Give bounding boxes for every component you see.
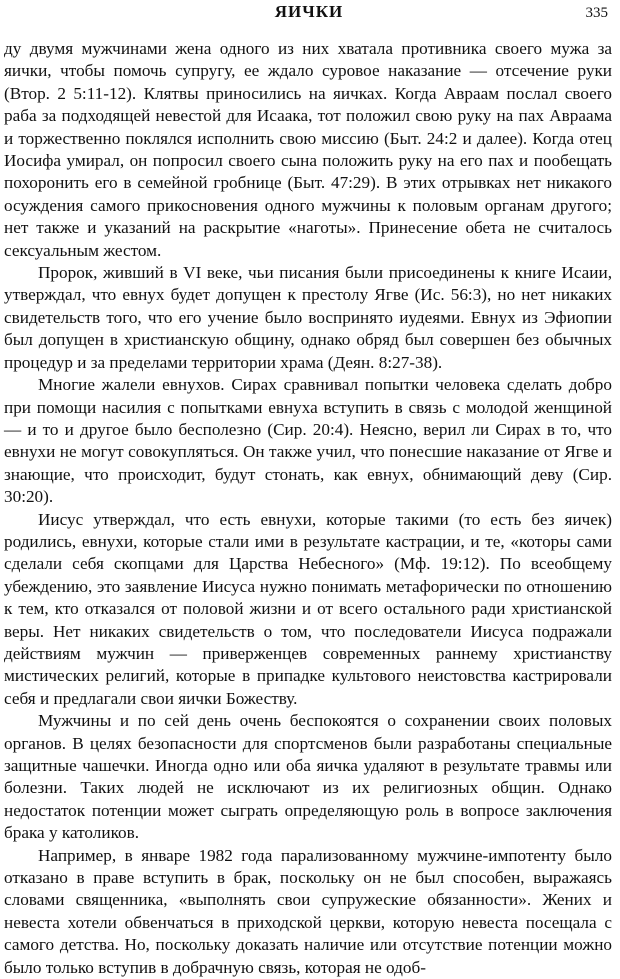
paragraph-5: Мужчины и по сей день очень беспокоятся о сохранении своих половых органов. В целях безопасности для спортсменов были разработаны специальные защитные чашечки. Иногда одно или оба яичка удаляют в результате травмы или болезни. Таких людей не исключают из их религиозных общин. Однако недостаток потенции может сыграть определяющую роль в вопросе заключения брака у католиков. [4, 711, 612, 843]
page-number: 335 [585, 5, 608, 21]
paragraph-4: Иисус утверждал, что есть евнухи, которые такими (то есть без яичек) родились, евнухи, которые стали ими в результате кастрации, и те, «которы сами сделали себя скопцами для Царства Небесного» (Мф. 19:12). По всеобщему убеждению, это заявление Иисуса нужно понимать метафорически по отношению к тем, кто отказался от половой жизни и от всего остального ради христианской веры. Нет никаких свидетельств о том, что последователи Иисуса подражали действиям мужчин — приверженцев современных раннему христианству мистических религий, которые в припадке культового неистовства кастрировали себя и предлагали свои яички Божеству. [4, 509, 612, 708]
paragraph-1: ду двумя мужчинами жена одного из них хватала противника своего мужа за яички, чтобы помочь супругу, ее ждало суровое наказание — отсечение руки (Втор. 2 5:11-12). Клятвы приносились на яичках. Когда Авраам послал своего раба за подходящей невестой для Исаака, тот положил свою руку на пах Авраама и торжественно поклялся исполнить свою миссию (Быт. 24:2 и далее). Когда отец Иосифа умирал, он попросил своего сына положить руку на его пах и пообещать похоронить его в семейной гробнице (Быт. 47:29). В этих отрывках нет никакого осуждения самого прикосновения одного мужчины к половым органам другого; нет также и указаний на раскрытие «наготы». Принесение обета не считалось сексуальным жестом. [4, 39, 612, 260]
running-title: ЯИЧКИ [274, 2, 344, 21]
paragraph-2: Пророк, живший в VI веке, чьи писания были присоединены к книге Исаии, утверждал, что евнух будет допущен к престолу Ягве (Ис. 56:3), но нет никаких свидетельств того, что его учение было воспринято иудеями. Евнух из Эфиопии был допущен в христианскую общину, однако обряд был совершен без обычных процедур и за пределами территории храма (Деян. 8:27-38). [4, 263, 612, 372]
body-text [4, 38, 612, 979]
paragraph-3: Многие жалели евнухов. Сирах сравнивал попытки человека сделать добро при помощи насилия с попытками евнуха вступить в связь с молодой женщиной — и то и другое было бесполезно (Сир. 20:4). Неясно, верил ли Сирах в то, что евнухи не могут совокупляться. Он также учил, что понесшие наказание от Ягве и знающие, что происходит, будут стонать, как евнух, обнимающий деву (Сир. 30:20). [4, 375, 612, 507]
page-header [4, 0, 614, 40]
paragraph-6: Например, в январе 1982 года парализованному мужчине-импотенту было отказано в праве вступить в брак, поскольку он не был способен, выражаясь словами священника, «выполнять свои супружеские обязанности». Жених и невеста хотели обвенчаться в приходской церкви, которую невеста посещала с самого детства. Но, поскольку доказать наличие или отсутствие потенции можно было только вступив в добрачную связь, которая не одоб- [4, 845, 612, 977]
